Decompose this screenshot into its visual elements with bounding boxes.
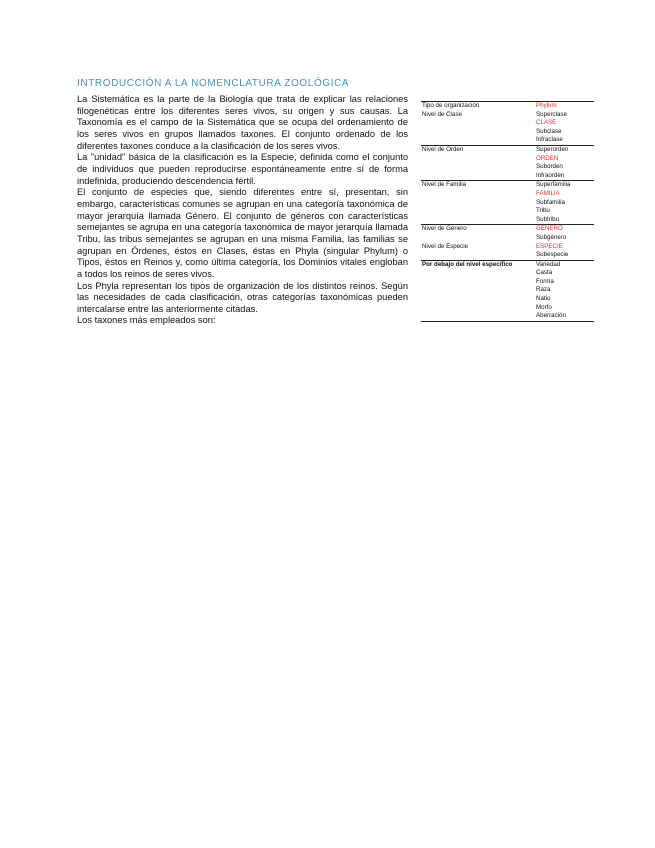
table-row — [421, 251, 594, 260]
taxon-level: Nivel de Género — [421, 225, 535, 234]
table-row — [421, 295, 594, 304]
taxon-level — [421, 234, 535, 243]
taxon-rank: Subespecie — [536, 251, 569, 259]
taxon-rank: Aberración — [535, 312, 594, 321]
taxon-rank: Raza — [536, 286, 551, 294]
taxon-level — [421, 172, 535, 181]
taxon-level — [421, 216, 535, 225]
taxon-rank: Subclase — [536, 127, 562, 135]
taxon-level — [421, 163, 535, 172]
taxon-rank: Infraclase — [536, 136, 563, 144]
table-row — [421, 163, 594, 172]
taxon-level: Nivel de Orden — [421, 145, 535, 154]
table-row — [421, 172, 594, 181]
taxon-rank: Superclase — [536, 110, 567, 118]
page-title: INTRODUCCIÓN A LA NOMENCLATURA ZOOLÓGICA — [77, 78, 350, 89]
table-row — [421, 260, 594, 269]
paragraph: Los Phyla representan los tipos de organización de los distintos reinos. Según las necesidades de cada clasificación, otras categorías taxonómicas pueden intercalarse entre las anteriormente citadas. — [77, 280, 408, 314]
taxon-rank: ESPECIE — [536, 242, 563, 250]
table-row — [421, 286, 594, 295]
taxon-level — [421, 155, 535, 164]
taxon-level: Nivel de Clase — [422, 110, 462, 118]
taxon-level — [421, 269, 535, 278]
taxon-level — [421, 304, 535, 313]
taxon-level — [421, 136, 535, 145]
taxon-rank: Variedad — [535, 260, 594, 269]
table-row — [421, 278, 594, 287]
taxon-rank: CLASE — [536, 119, 557, 127]
table-row — [421, 312, 594, 321]
table-row — [421, 128, 594, 137]
table-row — [421, 190, 594, 199]
taxon-level — [421, 278, 535, 287]
table-row — [421, 119, 594, 128]
taxonomy-table — [421, 101, 594, 322]
taxonomy-table-body — [421, 102, 594, 322]
table-row — [421, 102, 594, 111]
paragraph: La Sistemática es la parte de la Biología que trata de explicar las relaciones filogenéticas entre los diferentes seres vivos, su origen y sus causas. La Taxonomía es el campo de la Sistemática que se ocupa del ordenamiento de los seres vivos en grupos llamados taxones. El conjunto ordenado de los diferentes taxones conduce a la clasificación de los seres vivos. — [77, 94, 408, 151]
taxon-rank: Subgénero — [536, 233, 567, 241]
intro-text — [77, 94, 408, 327]
table-row — [421, 225, 594, 234]
taxon-level — [421, 119, 535, 128]
taxon-level — [421, 295, 535, 304]
taxon-level — [421, 251, 535, 260]
taxon-level: Por debajo del nivel específico — [421, 260, 535, 269]
taxon-rank: Infraorden — [536, 171, 565, 179]
table-row — [421, 207, 594, 216]
table-row — [421, 234, 594, 243]
taxon-level — [421, 207, 535, 216]
paragraph: El conjunto de especies que, siendo diferentes entre sí, presentan, sin embargo, características comunes se agrupan en una categoría taxonómica de mayor jerarquía llamada Género. El conjunto de géneros con características semejantes se agrupa en una categoría taxonómica de mayor jerarquía llamada Tribu, las tribus semejantes se agrupan en una misma Familia, las familias se agrupan en Órdenes, éstos en Clases, éstas en Phyla (singular Phylum) o Tipos, éstos en Reinos y, como última categoría, los Dominios vitales engloban a todos los reinos de seres vivos. — [77, 187, 408, 279]
taxon-rank: ORDEN — [536, 154, 559, 162]
taxon-rank: Phylum — [535, 102, 594, 111]
paragraph: Los taxones más empleados son: — [77, 315, 216, 326]
taxon-rank: Subtribu — [536, 215, 560, 223]
table-row — [421, 304, 594, 313]
taxon-level — [421, 286, 535, 295]
table-row — [421, 216, 594, 225]
paragraph: La "unidad" básica de la clasificación es la Especie, definida como el conjunto de individuos que pueden reproducirse espontáneamente entre sí de forma indefinida, produciendo descendencia fértil. — [77, 152, 408, 186]
taxon-rank: Forma — [536, 277, 554, 285]
taxon-rank: Suborden — [536, 163, 563, 171]
taxon-rank: Superfamilia — [535, 181, 594, 190]
table-row — [421, 243, 594, 252]
table-row — [421, 145, 594, 154]
taxon-rank: Tribu — [536, 207, 550, 215]
taxon-level: Nivel de Especie — [422, 242, 469, 250]
taxon-level: Nivel de Familia — [421, 181, 535, 190]
taxon-rank: Morfo — [536, 303, 552, 311]
table-row — [421, 111, 594, 120]
table-row — [421, 155, 594, 164]
table-row — [421, 269, 594, 278]
taxon-level — [421, 128, 535, 137]
taxon-rank: Casta — [536, 269, 553, 277]
taxon-rank: Subfamilia — [536, 198, 565, 206]
taxon-level — [421, 312, 535, 321]
table-row — [421, 136, 594, 145]
table-row — [421, 199, 594, 208]
taxon-level — [421, 190, 535, 199]
taxon-level — [421, 199, 535, 208]
table-row — [421, 181, 594, 190]
taxon-rank: Natio — [536, 295, 551, 303]
taxon-rank: Superorden — [535, 145, 594, 154]
taxon-rank: GÉNERO — [535, 225, 594, 234]
taxon-level: Tipo de organización — [421, 102, 535, 111]
taxon-rank: FAMILIA — [536, 189, 560, 197]
